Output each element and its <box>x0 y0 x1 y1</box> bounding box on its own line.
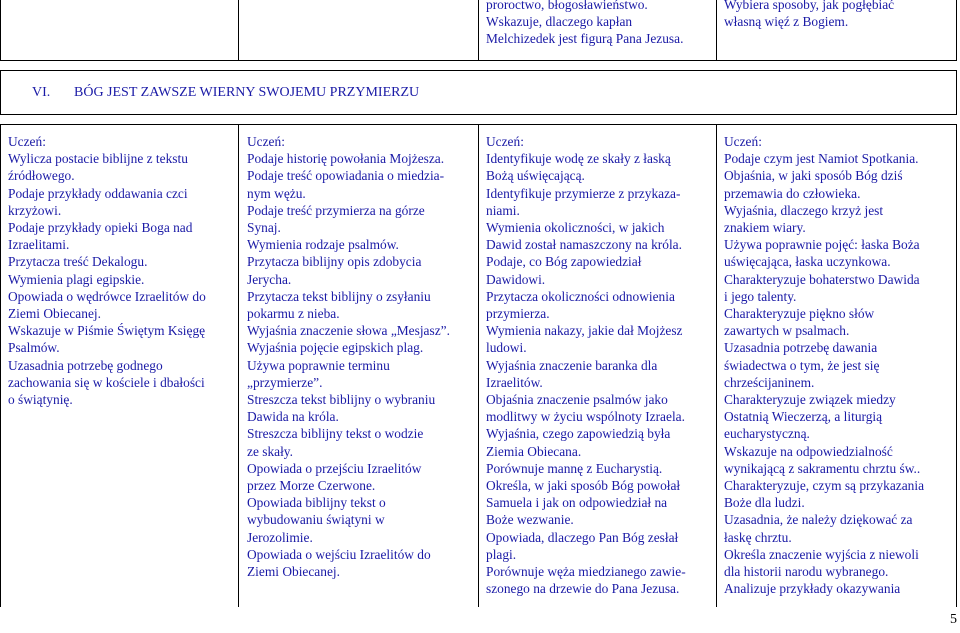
text-line: Dawida na króla. <box>247 409 339 425</box>
text-line: Melchizedek jest figurą Pana Jezusa. <box>486 31 684 47</box>
text-line: Ziemi Obiecanej. <box>8 306 101 322</box>
table-rule-v-section-left <box>0 70 1 114</box>
text-line: Podaje przykłady oddawania czci <box>8 185 188 201</box>
text-line: plagi. <box>486 546 517 562</box>
text-line: pokarmu z nieba. <box>247 306 340 322</box>
text-line: Opowiada biblijny tekst o <box>247 495 386 511</box>
text-line: ludowi. <box>486 340 527 356</box>
top-row-col3 <box>486 0 683 48</box>
text-line: Używa poprawnie terminu <box>247 357 390 373</box>
column-heading: Uczeń: <box>8 134 46 149</box>
text-line: Wskazuje, dlaczego kapłan <box>486 14 633 30</box>
table-rule-h-section-bottom <box>0 114 957 115</box>
column-heading: Uczeń: <box>247 134 285 149</box>
text-line: Przytacza okoliczności odnowienia <box>486 288 675 304</box>
section-title <box>32 84 419 101</box>
text-line: Podaje czym jest Namiot Spotkania. <box>724 151 919 167</box>
text-line: Ziemia Obiecana. <box>486 443 582 459</box>
text-line: Dawid został namaszczony na króla. <box>486 237 682 253</box>
table-rule-h-section-top <box>0 70 957 71</box>
text-line: szonego na drzewie do Pana Jezusa. <box>486 581 680 597</box>
text-line: Przytacza biblijny opis zdobycia <box>247 254 422 270</box>
text-line: Identyfikuje wodę ze skały z łaską <box>486 151 671 167</box>
text-line: zawartych w psalmach. <box>724 323 850 339</box>
text-line: Podaje historię powołania Mojżesza. <box>247 151 445 167</box>
column-1 <box>8 133 206 408</box>
text-line: Wyjaśnia, dlaczego krzyż jest <box>724 202 884 218</box>
text-line: Określa, w jaki sposób Bóg powołał <box>486 478 681 494</box>
text-line: źródłowego. <box>8 168 75 184</box>
text-line: Podaje przykłady opieki Boga nad <box>8 220 193 236</box>
text-line: Ziemi Obiecanej. <box>247 564 340 580</box>
text-line: Podaje treść opowiadania o miedzia- <box>247 168 445 184</box>
text-line: przez Morze Czerwone. <box>247 478 376 494</box>
text-line: Wyjaśnia znaczenie słowa „Mesjasz”. <box>247 323 450 339</box>
text-line: nym wężu. <box>247 185 306 201</box>
text-line: Psalmów. <box>8 340 60 356</box>
text-line: Używa poprawnie pojęć: łaska Boża <box>724 237 920 253</box>
text-line: ze skały. <box>247 443 293 459</box>
table-rule-v4 <box>956 0 957 60</box>
text-line: uświęcająca, łaska uczynkowa. <box>724 254 891 270</box>
text-line: Samuela i jak on odpowiedział na <box>486 495 668 511</box>
text-line: wynikającą z sakramentu chrztu św.. <box>724 460 921 476</box>
text-line: Objaśnia, w jaki sposób Bóg dziś <box>724 168 903 184</box>
text-line: Przytacza treść Dekalogu. <box>8 254 148 270</box>
table-rule-v3 <box>716 0 717 60</box>
text-line: Wskazuje w Piśmie Świętym Księgę <box>8 323 206 339</box>
text-line: własną więź z Bogiem. <box>724 14 849 30</box>
text-line: Izraelitami. <box>8 237 70 253</box>
text-line: Bożą uświęcającą. <box>486 168 585 184</box>
text-line: „przymierze”. <box>247 374 323 390</box>
text-line: niami. <box>486 202 520 218</box>
text-line: Jerycha. <box>247 271 292 287</box>
table-rule-v2 <box>478 0 479 60</box>
text-line: krzyżowi. <box>8 202 62 218</box>
column-heading: Uczeń: <box>724 134 762 149</box>
table-rule-v6 <box>238 124 239 607</box>
text-line: Charakteryzuje, czym są przykazania <box>724 478 925 494</box>
text-line: Charakteryzuje piękno słów <box>724 306 875 322</box>
text-line: Porównuje węża miedzianego zawie- <box>486 564 686 580</box>
text-line: łaskę chrztu. <box>724 529 792 545</box>
table-rule-v9 <box>956 124 957 607</box>
top-row-col4 <box>724 0 894 30</box>
text-line: o świątynię. <box>8 392 73 408</box>
text-line: Wyjaśnia pojęcie egipskich plag. <box>247 340 424 356</box>
text-line: Opowiada o wędrówce Izraelitów do <box>8 288 206 304</box>
text-line: Podaje, co Bóg zapowiedział <box>486 254 642 270</box>
text-line: Jerozolimie. <box>247 529 313 545</box>
table-rule-v7 <box>478 124 479 607</box>
text-line: Charakteryzuje bohaterstwo Dawida <box>724 271 920 287</box>
text-line: Wskazuje na odpowiedzialność <box>724 443 893 459</box>
text-line: znakiem wiary. <box>724 220 806 236</box>
text-line: modlitwy w życiu wspólnoty Izraela. <box>486 409 685 425</box>
text-line: Dawidowi. <box>486 271 546 287</box>
section-number: VI. <box>32 85 51 100</box>
text-line: Wybiera sposoby, jak pogłębiać <box>724 0 895 12</box>
text-line: Przytacza tekst biblijny o zsyłaniu <box>247 288 431 304</box>
text-line: chrześcijaninem. <box>724 374 815 390</box>
text-line: Analizuje przykłady okazywania <box>724 581 901 597</box>
text-line: Wylicza postacie biblijne z tekstu <box>8 151 188 167</box>
text-line: Boże wezwanie. <box>486 512 574 528</box>
text-line: przymierza. <box>486 306 550 322</box>
table-rule-v-section-right <box>956 70 957 114</box>
text-line: zachowania się w kościele i dbałości <box>8 374 205 390</box>
text-line: Podaje treść przymierza na górze <box>247 202 425 218</box>
text-line: Wyjaśnia znaczenie baranka dla <box>486 357 658 373</box>
column-2 <box>247 133 450 580</box>
text-line: dla historii narodu wybranego. <box>724 564 889 580</box>
text-line: Uzasadnia, że należy dziękować za <box>724 512 913 528</box>
text-line: Synaj. <box>247 220 281 236</box>
text-line: Izraelitów. <box>486 374 543 390</box>
text-line: świadectwa o tym, że jest się <box>724 357 880 373</box>
text-line: wybudowaniu świątyni w <box>247 512 385 528</box>
text-line: Porównuje mannę z Eucharystią. <box>486 460 663 476</box>
text-line: proroctwo, błogosławieństwo. <box>486 0 648 12</box>
text-line: Charakteryzuje związek miedzy <box>724 392 896 408</box>
page-number: 5 <box>950 612 957 627</box>
text-line: Opowiada, dlaczego Pan Bóg zesłał <box>486 529 679 545</box>
text-line: Ostatnią Wieczerzą, a liturgią <box>724 409 883 425</box>
text-line: Uzasadnia potrzebę dawania <box>724 340 878 356</box>
table-rule-v0 <box>0 0 1 60</box>
text-line: przemawia do człowieka. <box>724 185 861 201</box>
column-heading: Uczeń: <box>486 134 524 149</box>
text-line: Identyfikuje przymierze z przykaza- <box>486 185 681 201</box>
text-line: Uzasadnia potrzebę godnego <box>8 357 163 373</box>
table-rule-h-main-top <box>0 124 957 125</box>
text-line: Wymienia rodzaje psalmów. <box>247 237 399 253</box>
text-line: Streszcza tekst biblijny o wybraniu <box>247 392 436 408</box>
text-line: Boże dla ludzi. <box>724 495 805 511</box>
text-line: Wymienia nakazy, jakie dał Mojżesz <box>486 323 683 339</box>
table-rule-h-top-end <box>0 60 957 61</box>
column-3 <box>486 133 686 597</box>
text-line: Wyjaśnia, czego zapowiedzią była <box>486 426 671 442</box>
table-rule-v5 <box>0 124 1 607</box>
table-rule-v8 <box>716 124 717 607</box>
table-rule-v1 <box>238 0 239 60</box>
section-title-text: BÓG JEST ZAWSZE WIERNY SWOJEMU PRZYMIERZU <box>74 85 420 100</box>
text-line: Opowiada o przejściu Izraelitów <box>247 460 422 476</box>
text-line: Objaśnia znaczenie psalmów jako <box>486 392 668 408</box>
text-line: Wymienia plagi egipskie. <box>8 271 145 287</box>
text-line: Streszcza biblijny tekst o wodzie <box>247 426 424 442</box>
text-line: Opowiada o wejściu Izraelitów do <box>247 546 431 562</box>
text-line: Wymienia okoliczności, w jakich <box>486 220 665 236</box>
text-line: eucharystyczną. <box>724 426 810 442</box>
column-4 <box>724 133 924 597</box>
text-line: i jego talenty. <box>724 288 797 304</box>
text-line: Określa znaczenie wyjścia z niewoli <box>724 546 919 562</box>
